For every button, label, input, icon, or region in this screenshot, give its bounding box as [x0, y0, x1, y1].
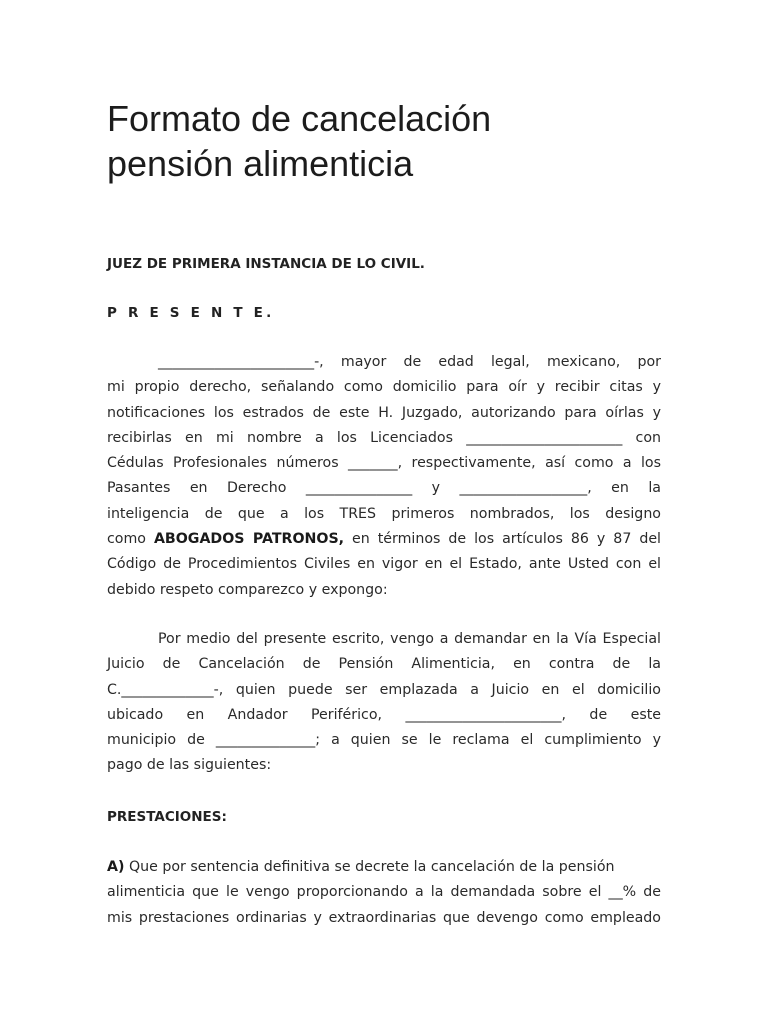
paragraph-line: mi propio derecho, señalando como domicilio para oír y recibir citas y	[107, 379, 661, 396]
prestaciones-heading: PRESTACIONES:	[107, 809, 227, 825]
paragraph-line: notificaciones los estrados de este H. Juzgado, autorizando para oírlas y	[107, 404, 661, 421]
paragraph-line: Pasantes en Derecho _______________ y __________________, en la	[107, 480, 661, 497]
paragraph-line: pago de las siguientes:	[107, 757, 272, 774]
paragraph-line: Cédulas Profesionales números _______, respectivamente, así como a los	[107, 455, 661, 472]
paragraph-line: C._____________-, quien puede ser emplazada a Juicio en el domicilio	[107, 681, 661, 698]
paragraph-line: inteligencia de que a los TRES primeros nombrados, los designo	[107, 505, 661, 522]
paragraph-line: recibirlas en mi nombre a los Licenciados ______________________ con	[107, 429, 661, 446]
paragraph-line: municipio de ______________; a quien se le reclama el cumplimiento y	[107, 732, 661, 749]
salutation-heading: P R E S E N T E.	[107, 305, 275, 321]
paragraph-fragment: Que por sentencia definitiva se decrete la cancelación de la pensión	[124, 859, 615, 875]
paragraph-line: Por medio del presente escrito, vengo a demandar en la Vía Especial	[158, 631, 661, 647]
paragraph-demand	[107, 627, 661, 779]
bold-term-abogados-patronos: ABOGADOS PATRONOS,	[153, 531, 345, 548]
paragraph-fragment: como	[107, 531, 154, 548]
paragraph-prestacion-a	[107, 855, 661, 931]
document-title-line-2: pensión alimenticia	[107, 143, 414, 184]
paragraph-line	[107, 855, 661, 880]
paragraph-line: ubicado en Andador Periférico, ______________________, de este	[107, 706, 661, 723]
paragraph-line: mis prestaciones ordinarias y extraordinarias que devengo como empleado	[107, 909, 661, 926]
document-title	[107, 96, 667, 186]
paragraph-introduction	[107, 350, 661, 603]
paragraph-line: Código de Procedimientos Civiles en vigor en el Estado, ante Usted con el	[107, 556, 661, 573]
paragraph-fragment: en términos de los artículos 86 y 87 del	[344, 531, 661, 548]
addressee-heading: JUEZ DE PRIMERA INSTANCIA DE LO CIVIL.	[107, 256, 425, 272]
paragraph-line: ______________________-, mayor de edad legal, mexicano, por	[158, 354, 661, 370]
document-title-line-1: Formato de cancelación	[107, 98, 492, 139]
paragraph-line: Juicio de Cancelación de Pensión Alimenticia, en contra de la	[107, 656, 661, 673]
item-marker-a: A)	[107, 859, 125, 875]
paragraph-line	[107, 527, 661, 552]
paragraph-line: debido respeto comparezco y expongo:	[107, 581, 388, 598]
paragraph-line: alimenticia que le vengo proporcionando a la demandada sobre el __% de	[107, 884, 661, 901]
